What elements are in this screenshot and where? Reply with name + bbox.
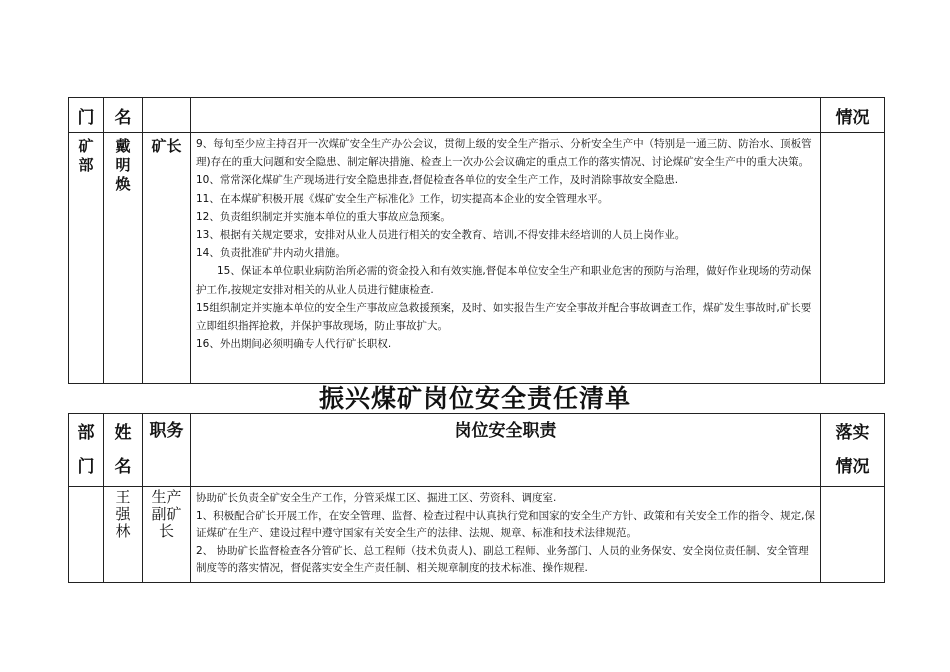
dept-char: 矿 — [78, 137, 94, 155]
duty-item: 12、负责组织制定并实施本单位的重大事故应急预案。 — [196, 210, 451, 223]
header-dept: 门 — [69, 98, 104, 133]
dept-cell — [69, 133, 104, 384]
duty-item: 16、外出期间必须明确专人代行矿长职权. — [196, 338, 392, 351]
duty-table — [68, 413, 885, 583]
position-line: 副矿 — [151, 505, 182, 523]
header-dept-line: 部 — [77, 423, 95, 443]
header-name — [104, 414, 143, 487]
header-status: 情况 — [821, 98, 885, 133]
table-row — [69, 133, 885, 384]
name-cell — [104, 487, 143, 583]
position-line: 生产 — [151, 488, 182, 506]
duty-item: 协助矿长负责全矿安全生产工作，分管采煤工区、掘进工区、劳资科、调度室. — [196, 492, 557, 504]
position-cell — [143, 487, 191, 583]
header-duties: 岗位安全职责 — [191, 414, 821, 487]
header-position: 职务 — [143, 414, 191, 487]
duty-item: 9、每旬至少应主持召开一次煤矿安全生产办公会议，贯彻上级的安全生产指示、分析安全生产中（特别是一通三防、防治水、顶板管理)存在的重大问题和安全隐患、制定解决措施、检查上一次办公会议确定的重点工作的落实情况、讨论煤矿安全生产中的重大决策。 — [196, 138, 812, 169]
page-title: 振兴煤矿岗位安全责任清单 — [318, 384, 631, 413]
header-duties — [191, 98, 821, 133]
header-name: 名 — [104, 98, 143, 133]
duty-item: 15组织制定并实施本单位的安全生产事故应急救援预案，及时、如实报告生产安全事故并配合事故调查工作，煤矿发生事故时,矿长要立即组织指挥抢救，并保护事故现场，防止事故扩大。 — [196, 301, 812, 333]
header-name-line: 姓 — [114, 423, 132, 443]
header-status — [821, 414, 885, 487]
table-row — [69, 487, 885, 583]
name-char: 强 — [115, 505, 131, 523]
duties-cell — [191, 487, 821, 583]
duty-table-continued — [68, 97, 885, 384]
name-char: 王 — [115, 488, 131, 506]
duty-item: 14、负责批准矿井内动火措施。 — [196, 247, 346, 260]
name-char: 焕 — [115, 175, 131, 193]
duty-item: 1、积极配合矿长开展工作，在安全管理、监督、检查过程中认真执行党和国家的安全生产方针、政策和有关安全工作的指令、规定,保证煤矿在生产、建设过程中遵守国家有关安全生产的法律、法规、规章、标准和技术法律规范。 — [196, 509, 816, 539]
duty-item: 11、在本煤矿积极开展《煤矿安全生产标准化》工作，切实提高本企业的安全管理水平。 — [196, 192, 609, 205]
duty-item: 2、 协助矿长监督检查各分管矿长、总工程师（技术负责人)、副总工程师、业务部门、人员的业务保安、安全岗位责任制、安全管理制度等的落实情况，督促落实安全生产责任制、相关规章制度的技术标准、操作规程. — [196, 544, 809, 574]
duty-item: 15、保证本单位职业病防治所必需的资金投入和有效实施,督促本单位安全生产和职业危害的预防与治理，做好作业现场的劳动保护工作,按规定安排对相关的从业人员进行健康检查. — [196, 265, 812, 296]
position-cell: 矿长 — [143, 133, 191, 384]
duty-item: 13、根据有关规定要求，安排对从业人员进行相关的安全教育、培训,不得安排未经培训的人员上岗作业。 — [196, 229, 686, 242]
name-cell — [104, 133, 143, 384]
header-position — [143, 98, 191, 133]
dept-cell — [69, 487, 104, 583]
name-char: 戴 — [115, 137, 131, 155]
duty-item: 10、常常深化煤矿生产现场进行安全隐患排查,督促检查各单位的安全生产工作，及时消除事故安全隐患. — [196, 174, 679, 187]
header-dept — [69, 414, 104, 487]
status-cell — [821, 487, 885, 583]
duties-cell — [191, 133, 821, 384]
position-line: 长 — [158, 522, 174, 540]
table-header-row — [69, 414, 885, 487]
header-status-line: 情况 — [835, 457, 870, 477]
table-header-row — [69, 98, 885, 133]
dept-char: 部 — [78, 156, 94, 174]
name-char: 明 — [115, 156, 131, 174]
name-char: 林 — [115, 522, 131, 540]
header-name-line: 名 — [114, 457, 132, 477]
header-dept-line: 门 — [77, 457, 95, 477]
status-cell — [821, 133, 885, 384]
header-status-line: 落实 — [835, 423, 870, 443]
